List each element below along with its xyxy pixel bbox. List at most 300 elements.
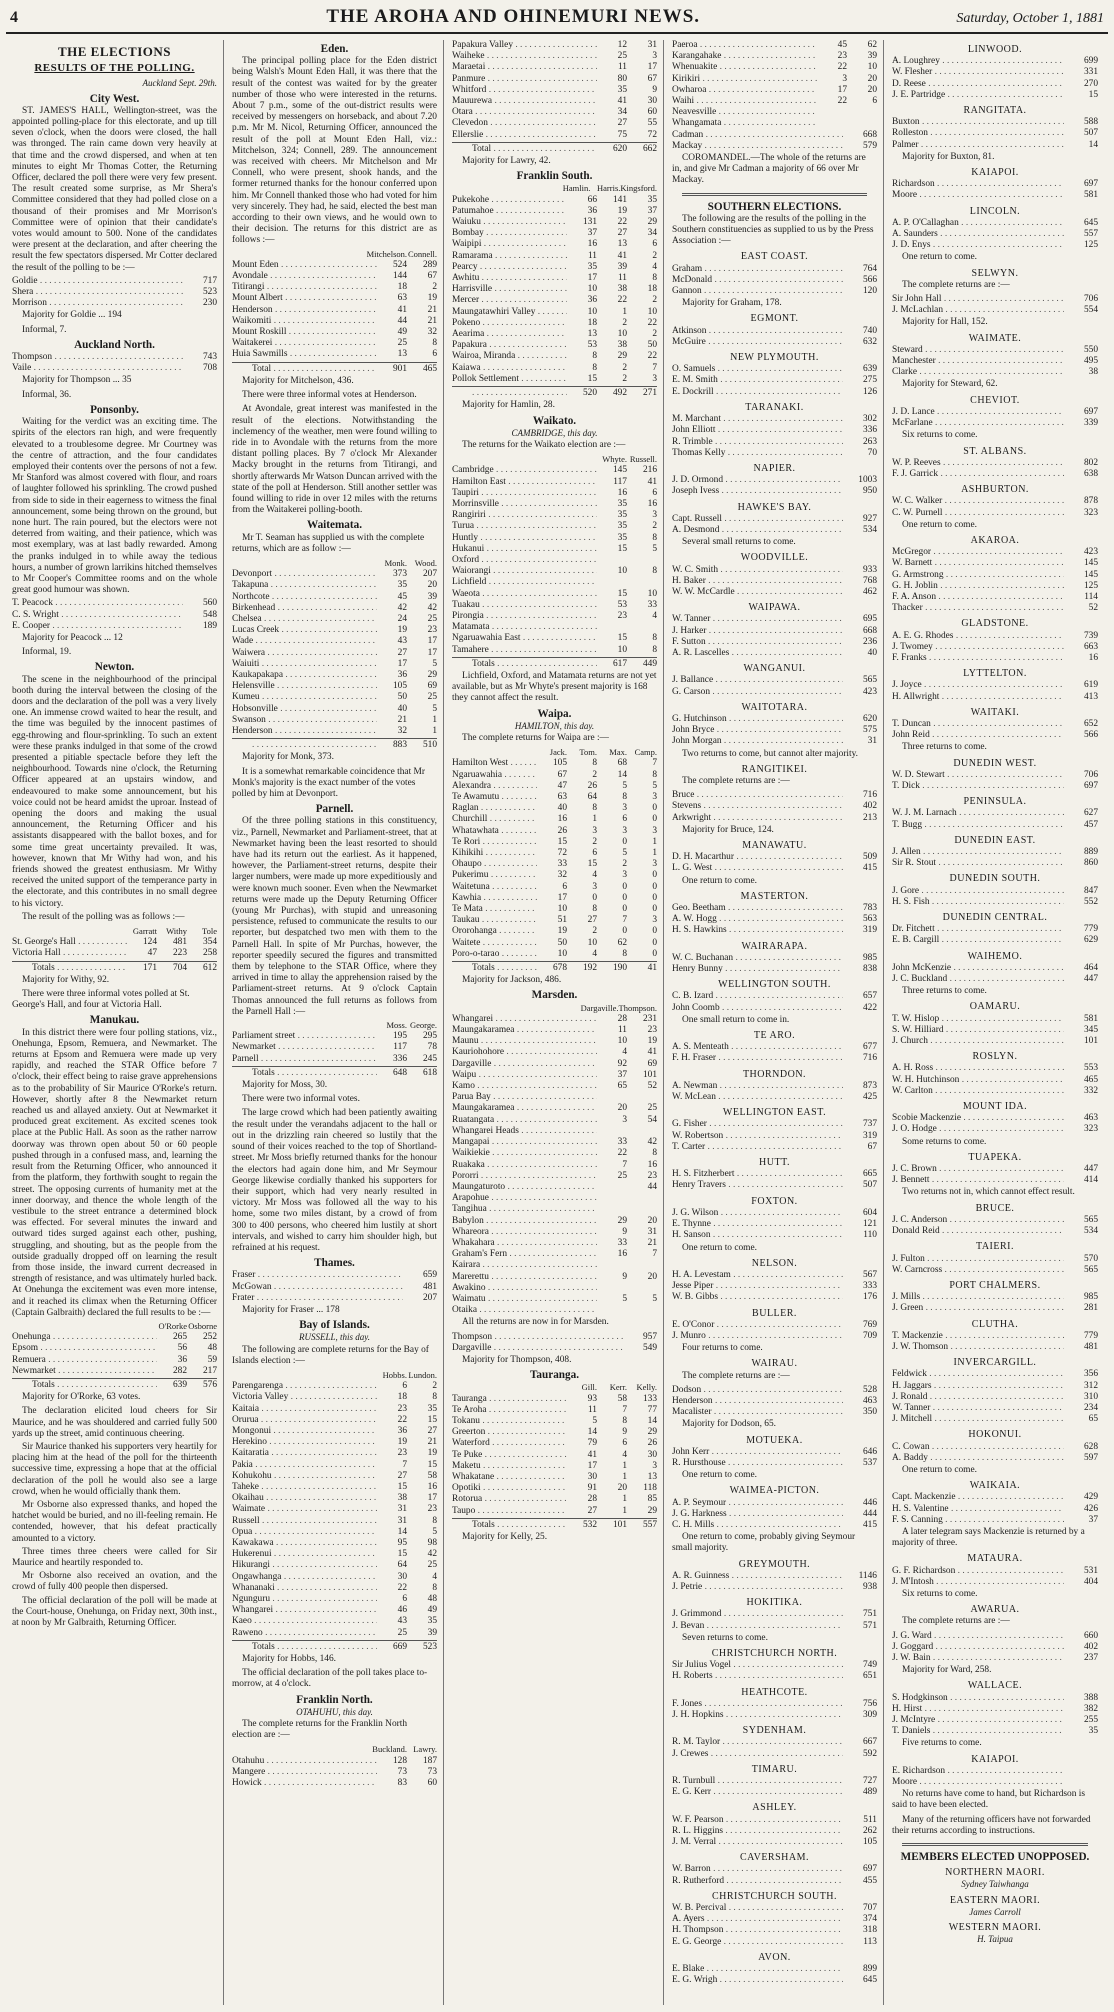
vote-count: 17 — [587, 273, 597, 284]
vote-count: 1 — [622, 1471, 627, 1482]
table-header — [452, 454, 657, 465]
table-row — [232, 1415, 437, 1426]
polling-place: Patumahoe . . . — [452, 206, 567, 217]
vote-count: 5 — [652, 780, 657, 791]
vote-count: 463 — [862, 1395, 877, 1406]
vote-count: 6 — [402, 1594, 407, 1605]
table-row — [232, 1437, 437, 1448]
polling-place: Whakahara . . . — [452, 1238, 597, 1249]
candidate-name: Stevens . . . — [672, 801, 843, 812]
polling-place: Parliament street . . . — [232, 1031, 377, 1042]
vote-count: 537 — [862, 1457, 877, 1468]
vote-count: 195 — [392, 1031, 407, 1042]
vote-count: 110 — [863, 1230, 877, 1241]
vote-count: 121 — [862, 1219, 877, 1230]
vote-count: 463 — [1083, 1113, 1098, 1124]
candidate-name: F. A. Anson . . . — [892, 592, 1064, 603]
vote-count: 35 — [427, 1616, 437, 1627]
majority-text: Majority for Graham, 178. — [682, 298, 782, 309]
totals-row — [452, 142, 657, 155]
result-row — [12, 621, 217, 632]
column-header: Tom. — [579, 747, 597, 758]
vote-count: 33 — [647, 599, 657, 610]
polling-place: Whananaki . . . — [232, 1583, 377, 1594]
column-3 — [446, 40, 664, 2005]
electorate-name: TARANAKI. — [745, 401, 804, 413]
candidate-name: Shera . . . — [12, 287, 183, 298]
article-paragraph: Mr Osborne also received an ovation, and the crowd of fully 400 people then dispersed. — [12, 1571, 217, 1593]
result-row — [672, 991, 877, 1002]
result-row — [892, 1693, 1098, 1704]
candidate-name: O. Samuels . . . — [672, 364, 843, 375]
result-row — [672, 1671, 877, 1682]
result-row — [892, 1766, 1098, 1777]
electorate-name: ASHLEY. — [752, 1802, 797, 1814]
informal-text: Informal, 7. — [22, 324, 67, 335]
result-row — [672, 925, 877, 936]
section-dateline: RUSSELL, this day. — [298, 1332, 370, 1343]
polling-place: Northcote . . . — [232, 592, 377, 603]
candidate-name: McGregor . . . — [892, 547, 1064, 558]
vote-count: 31 — [397, 1504, 407, 1515]
vote-count: 749 — [862, 1660, 877, 1671]
vote-count: 29 — [427, 669, 437, 680]
note-text: Three returns to come. — [902, 986, 987, 997]
electorate-name: CAVERSHAM. — [740, 1852, 809, 1864]
vote-count: 319 — [862, 1130, 877, 1141]
vote-count: 23 — [837, 51, 847, 62]
vote-count: 252 — [202, 1332, 217, 1343]
article-paragraph: The principal polling place for the Eden district being Walsh's Mount Eden Hall, it was there that the result of the contest was waited for by the greater number of those who were interested in the returns. About 7 p.m., some of the out-district results were received by messengers on horseback, and about 7.20 p.m. Mr M. Nicol, Returning Officer, announced the result of the poll at Mount Eden Hall, viz.: Mitchelson, 324; Connell, 289. The announcement was received with cheers. Mr Mitchelson and Mr Connell, who were present, shook hands, and the former returned thanks for the honour conferred upon him. Mr Connell thanked those who had voted for him very sincerely. They had, he said, elected the best man according to their own views, and he would own to their decision. The returns for this district are as follows :— — [232, 56, 437, 246]
result-row — [892, 924, 1098, 935]
table-row — [12, 948, 217, 959]
vote-count: 36 — [397, 1425, 407, 1436]
polling-place: Taukau . . . — [452, 915, 537, 926]
total-count: 618 — [422, 1067, 437, 1078]
vote-count: 727 — [862, 1776, 877, 1787]
table-row — [232, 569, 437, 580]
article-paragraph: Sir Maurice thanked his supporters very heartily for placing him at the head of the poll for the thirteenth successive time, expressing a hope that at the official declaration of the poll he would also see a large crowd, when he would officially thank them. — [12, 1441, 217, 1497]
electorate-name: NAPIER. — [753, 462, 796, 474]
vote-count: 455 — [862, 1875, 877, 1886]
vote-count: 0 — [652, 881, 657, 892]
polling-place: Te Rori . . . — [452, 837, 537, 848]
vote-count: 319 — [862, 925, 877, 936]
table-row — [232, 260, 437, 271]
result-row — [892, 1215, 1098, 1226]
vote-count: 52 — [1088, 603, 1098, 614]
table-row — [452, 499, 657, 510]
vote-count: 8 — [592, 351, 597, 362]
totals-label: Totals . . . — [452, 963, 537, 974]
polling-place: Ramarama . . . — [452, 251, 567, 262]
candidate-name: Rolleston . . . — [892, 128, 1064, 139]
vote-count: 382 — [1083, 1703, 1098, 1714]
vote-count: 4 — [432, 1571, 437, 1582]
note-text: There were three informal votes polled at St. George's Hall, and four at Victoria Hall. — [12, 989, 190, 1011]
vote-count: 10 — [617, 644, 627, 655]
intro-text: The result of the polling was as follows :— — [22, 911, 185, 922]
candidate-name: T. Carter . . . — [672, 1142, 843, 1153]
polling-place: Hukerenui . . . — [232, 1549, 377, 1560]
vote-count: 523 — [202, 287, 217, 298]
vote-count: 75 — [617, 129, 627, 140]
polling-place: Graham's Fern . . . — [452, 1249, 597, 1260]
vote-count: 10 — [647, 306, 657, 317]
candidate-name: A. S. Menteath . . . — [672, 1042, 843, 1053]
vote-count: 60 — [427, 1778, 437, 1789]
result-row — [892, 1642, 1098, 1653]
candidate-name: E. G. Wrigh . . . — [672, 1975, 843, 1986]
polling-place: Hamilton East . . . — [452, 477, 597, 488]
result-row — [672, 326, 877, 337]
result-row — [892, 140, 1098, 151]
table-row — [452, 577, 657, 588]
vote-count: 557 — [1083, 229, 1098, 240]
vote-count: 878 — [1083, 496, 1098, 507]
vote-count: 507 — [862, 1180, 877, 1191]
vote-count: 20 — [617, 1103, 627, 1114]
result-row — [892, 570, 1098, 581]
candidate-name: J. Crewes . . . — [672, 1749, 843, 1760]
vote-count: 7 — [652, 1249, 657, 1260]
candidate-name: W. Tanner . . . — [672, 614, 843, 625]
vote-count: 41 — [647, 476, 657, 487]
polling-place: Taupiri . . . — [452, 488, 597, 499]
result-row — [892, 407, 1098, 418]
candidate-name: Sir R. Stout . . . — [892, 858, 1064, 869]
polling-place: Pukekohe . . . — [452, 195, 567, 206]
informal-text: Informal, 19. — [22, 647, 72, 658]
vote-count: 213 — [862, 812, 877, 823]
vote-count: 13 — [587, 329, 597, 340]
vote-count: 27 — [587, 1505, 597, 1516]
candidate-name: J. Grimmond . . . — [672, 1609, 843, 1620]
electorate-name: NEW PLYMOUTH. — [730, 352, 819, 364]
candidate-name: H. S. Fitzherbert . . . — [672, 1169, 843, 1180]
vote-count: 581 — [1083, 1013, 1098, 1024]
total-count: 662 — [642, 143, 657, 154]
table-row — [452, 1294, 657, 1305]
vote-count: 50 — [647, 340, 657, 351]
intro-text: The following are the results of the polling in the Southern constituencies as supplied to us by the Press Association :— — [672, 213, 874, 247]
polling-place: Hobsonville . . . — [232, 704, 377, 715]
table-row — [12, 1343, 217, 1354]
column-header: Buckland. — [372, 1744, 407, 1755]
result-row — [672, 525, 877, 536]
column-header: Withy — [166, 926, 187, 937]
table-row — [232, 1538, 437, 1549]
candidate-name: T. Bugg . . . — [892, 820, 1064, 831]
candidate-name: Dodson . . . — [672, 1385, 843, 1396]
vote-count: 50 — [397, 692, 407, 703]
electorate-name: CHEVIOT. — [970, 394, 1020, 406]
table-row — [452, 1238, 657, 1249]
result-row — [892, 963, 1098, 974]
polling-place: Maunu . . . — [452, 1036, 597, 1047]
vote-count: 216 — [642, 465, 657, 476]
result-row — [672, 1142, 877, 1153]
polling-place: Maungakaramea . . . — [452, 1103, 597, 1114]
vote-count: 30 — [587, 1471, 597, 1482]
section-title: Manukau. — [89, 1014, 140, 1027]
vote-count: 769 — [862, 1319, 877, 1330]
electorate-name: EASTERN MAORI. — [949, 1894, 1041, 1906]
polling-place: Herekino . . . — [232, 1437, 377, 1448]
total-count: 465 — [422, 363, 437, 374]
vote-count: 447 — [1083, 974, 1098, 985]
vote-count: 125 — [1083, 240, 1098, 251]
column-header: Dargaville. — [580, 1002, 619, 1013]
candidate-name: W. D. Stewart . . . — [892, 770, 1064, 781]
result-row — [892, 808, 1098, 819]
candidate-name: Manchester . . . — [892, 356, 1064, 367]
candidate-name: Sir Julius Vogel . . . — [672, 1660, 843, 1671]
result-row — [892, 1715, 1098, 1726]
electorate-name: HAWKE'S BAY. — [737, 501, 812, 513]
table-row — [232, 1482, 437, 1493]
candidate-name: H. Roberts . . . — [672, 1671, 843, 1682]
majority-text: Majority for Steward, 62. — [902, 379, 998, 390]
vote-count: 27 — [587, 915, 597, 926]
result-row — [892, 1442, 1098, 1453]
electorate-name: WAITOTARA. — [741, 701, 808, 713]
column-header: Hobbs. — [382, 1369, 407, 1380]
vote-count: 15 — [587, 373, 597, 384]
table-row — [452, 848, 657, 859]
vote-count: 17 — [427, 636, 437, 647]
electorate-name: KAIAPOI. — [971, 1753, 1019, 1765]
electorate-name: WAIMATE. — [968, 332, 1022, 344]
polling-place: Pukerimu . . . — [452, 870, 537, 881]
vote-count: 737 — [862, 1119, 877, 1130]
result-row — [672, 1092, 877, 1103]
candidate-name: J. Green . . . — [892, 1303, 1064, 1314]
vote-count: 3 — [592, 881, 597, 892]
polling-place: Opotiki . . . — [452, 1483, 567, 1494]
vote-count: 37 — [617, 1069, 627, 1080]
section-title: Newton. — [94, 661, 135, 674]
vote-count: 118 — [643, 1483, 657, 1494]
vote-count: 10 — [867, 62, 877, 73]
table-row — [672, 74, 877, 85]
vote-count: 6 — [622, 814, 627, 825]
table-row — [232, 271, 437, 282]
vote-count: 1 — [652, 836, 657, 847]
section-dateline: OTAHUHU, this day. — [296, 1706, 373, 1717]
polling-place: Te Puke . . . — [452, 1450, 567, 1461]
vote-count: 740 — [862, 325, 877, 336]
electorate-name: EGMONT. — [750, 313, 799, 325]
table-row — [452, 633, 657, 644]
polling-place: Kaiawa . . . — [452, 363, 567, 374]
polling-place: Oxford . . . — [452, 555, 597, 566]
vote-count: 43 — [397, 636, 407, 647]
vote-count: 42 — [427, 602, 437, 613]
vote-count: 531 — [1083, 1565, 1098, 1576]
vote-count: 258 — [202, 948, 217, 959]
polling-place: Ngunguru . . . — [232, 1594, 377, 1605]
candidate-name: Thompson . . . — [452, 1332, 623, 1343]
electorate-name: WAIKAIA. — [969, 1480, 1021, 1492]
candidate-name: W. H. Hutchinson . . . — [892, 1075, 1064, 1086]
polling-place: Ngaruawahia East . . . — [452, 633, 597, 644]
vote-count: 141 — [612, 194, 627, 205]
polling-place: Wairoa, Miranda . . . — [452, 351, 567, 362]
electorate-name: THORNDON. — [742, 1068, 807, 1080]
candidate-name: H. S. Fish . . . — [892, 897, 1064, 908]
vote-count: 743 — [202, 352, 217, 363]
polling-place: Mount Albert . . . — [232, 293, 377, 304]
result-row — [672, 714, 877, 725]
electorate-name: MOTUEKA. — [746, 1434, 803, 1446]
totals-label: Total . . . — [232, 364, 377, 375]
column-header: Wood. — [414, 557, 437, 568]
vote-count: 1 — [652, 848, 657, 859]
vote-count: 113 — [863, 1936, 877, 1947]
table-row — [232, 338, 437, 349]
totals-label: Total . . . — [452, 144, 597, 155]
candidate-name: E. M. Smith . . . — [672, 375, 843, 386]
polling-place: Avondale . . . — [232, 271, 377, 282]
result-row — [672, 1003, 877, 1014]
table-row — [232, 1560, 437, 1571]
vote-count: 17 — [427, 1493, 437, 1504]
vote-count: 697 — [1083, 780, 1098, 791]
vote-count: 659 — [422, 1270, 437, 1281]
result-row — [672, 1208, 877, 1219]
vote-count: 331 — [1083, 67, 1098, 78]
polling-place: Russell . . . — [232, 1516, 377, 1527]
candidate-name: E. O'Conor . . . — [672, 1320, 843, 1331]
vote-count: 36 — [587, 205, 597, 216]
result-row — [892, 67, 1098, 78]
candidate-name: A. R. Lascelles . . . — [672, 648, 843, 659]
vote-count: 333 — [862, 1281, 877, 1292]
vote-count: 38 — [617, 284, 627, 295]
polling-place: Hamilton West . . . — [452, 758, 537, 769]
polling-place: Kaeo . . . — [232, 1616, 377, 1627]
vote-count: 6 — [652, 239, 657, 250]
result-row — [672, 1837, 877, 1848]
electorate-name: TIMARU. — [751, 1763, 798, 1775]
section-title: Waitemata. — [307, 519, 362, 532]
vote-count: 6 — [652, 487, 657, 498]
vote-count: 10 — [647, 588, 657, 599]
vote-count: 534 — [1083, 1226, 1098, 1237]
table-row — [452, 477, 657, 488]
table-header — [452, 183, 657, 194]
table-row — [232, 1404, 437, 1415]
result-row — [892, 781, 1098, 792]
vote-count: 15 — [397, 1481, 407, 1492]
electorate-name: BULLER. — [752, 1307, 797, 1319]
candidate-name: Henry Bunny . . . — [672, 964, 843, 975]
vote-count: 34 — [647, 228, 657, 239]
polling-place: Waitakerei . . . — [232, 338, 377, 349]
polling-place: Awhitu . . . — [452, 273, 567, 284]
polling-place: Birkenhead . . . — [232, 603, 377, 614]
vote-count: 21 — [427, 304, 437, 315]
vote-count: 565 — [1083, 1214, 1098, 1225]
vote-count: 579 — [862, 140, 877, 151]
total-count: 192 — [582, 963, 597, 974]
candidate-name: W. Tanner . . . — [892, 1403, 1064, 1414]
result-row — [672, 790, 877, 801]
vote-count: 415 — [862, 863, 877, 874]
result-row — [672, 275, 877, 286]
vote-count: 783 — [862, 903, 877, 914]
candidate-name: T. Dick . . . — [892, 781, 1064, 792]
candidate-name: A. Baddy . . . — [892, 1453, 1064, 1464]
electorate-name: WAIRAU. — [751, 1358, 798, 1370]
total-count: 171 — [142, 962, 157, 973]
candidate-name: H. Thompson . . . — [672, 1925, 843, 1936]
polling-place: Pakia . . . — [232, 1460, 377, 1471]
result-row — [672, 1699, 877, 1710]
vote-count: 1 — [622, 306, 627, 317]
table-row — [232, 1767, 437, 1778]
vote-count: 3 — [652, 1460, 657, 1471]
vote-count: 706 — [1083, 294, 1098, 305]
result-row — [892, 770, 1098, 781]
vote-count: 35 — [617, 498, 627, 509]
vote-count: 67 — [647, 73, 657, 84]
polling-place: Henderson . . . — [232, 305, 377, 316]
candidate-name: H. S. Valentine . . . — [892, 1504, 1064, 1515]
table-row — [232, 1031, 437, 1042]
vote-count: 48 — [207, 1343, 217, 1354]
polling-place: Churchill . . . — [452, 814, 537, 825]
polling-place: Waiuiti . . . — [232, 659, 377, 670]
polling-place: Whitford . . . — [452, 85, 597, 96]
candidate-name: W. Robertson . . . — [672, 1131, 843, 1142]
note-text: Many of the returning officers have not forwarded their returns according to instructions. — [892, 1814, 1091, 1836]
result-row — [672, 1331, 877, 1342]
vote-count: 4 — [652, 261, 657, 272]
vote-count: 19 — [647, 1036, 657, 1047]
result-row — [892, 1414, 1098, 1425]
result-row — [892, 631, 1098, 642]
vote-count: 30 — [647, 96, 657, 107]
candidate-name: A. P. Seymour . . . — [672, 1498, 843, 1509]
vote-count: 33 — [617, 1237, 627, 1248]
vote-count: 8 — [622, 792, 627, 802]
vote-count: 63 — [557, 792, 567, 802]
polling-place: Tamahere . . . — [452, 645, 597, 656]
polling-place: Awakino . . . — [452, 1283, 597, 1294]
vote-count: 26 — [587, 780, 597, 791]
polling-place: Taupo . . . — [452, 1506, 567, 1517]
candidate-name: E. Dockrill . . . — [672, 387, 843, 398]
vote-count: 708 — [202, 363, 217, 374]
result-row — [892, 1342, 1098, 1353]
column-header: Harris. — [597, 183, 621, 194]
polling-place: Chelsea . . . — [232, 614, 377, 625]
vote-count: 21 — [647, 1237, 657, 1248]
table-row — [452, 893, 657, 904]
polling-place: Ellerslie . . . — [452, 130, 597, 141]
table-row — [452, 307, 657, 318]
result-row — [672, 1520, 877, 1531]
candidate-name: H. Allwright . . . — [892, 692, 1064, 703]
totals-row — [452, 386, 657, 399]
result-row — [892, 935, 1098, 946]
vote-count: 11 — [587, 1404, 597, 1415]
vote-count: 35 — [617, 510, 627, 521]
candidate-name: H. Sanson . . . — [672, 1230, 843, 1241]
vote-count: 717 — [202, 275, 217, 286]
